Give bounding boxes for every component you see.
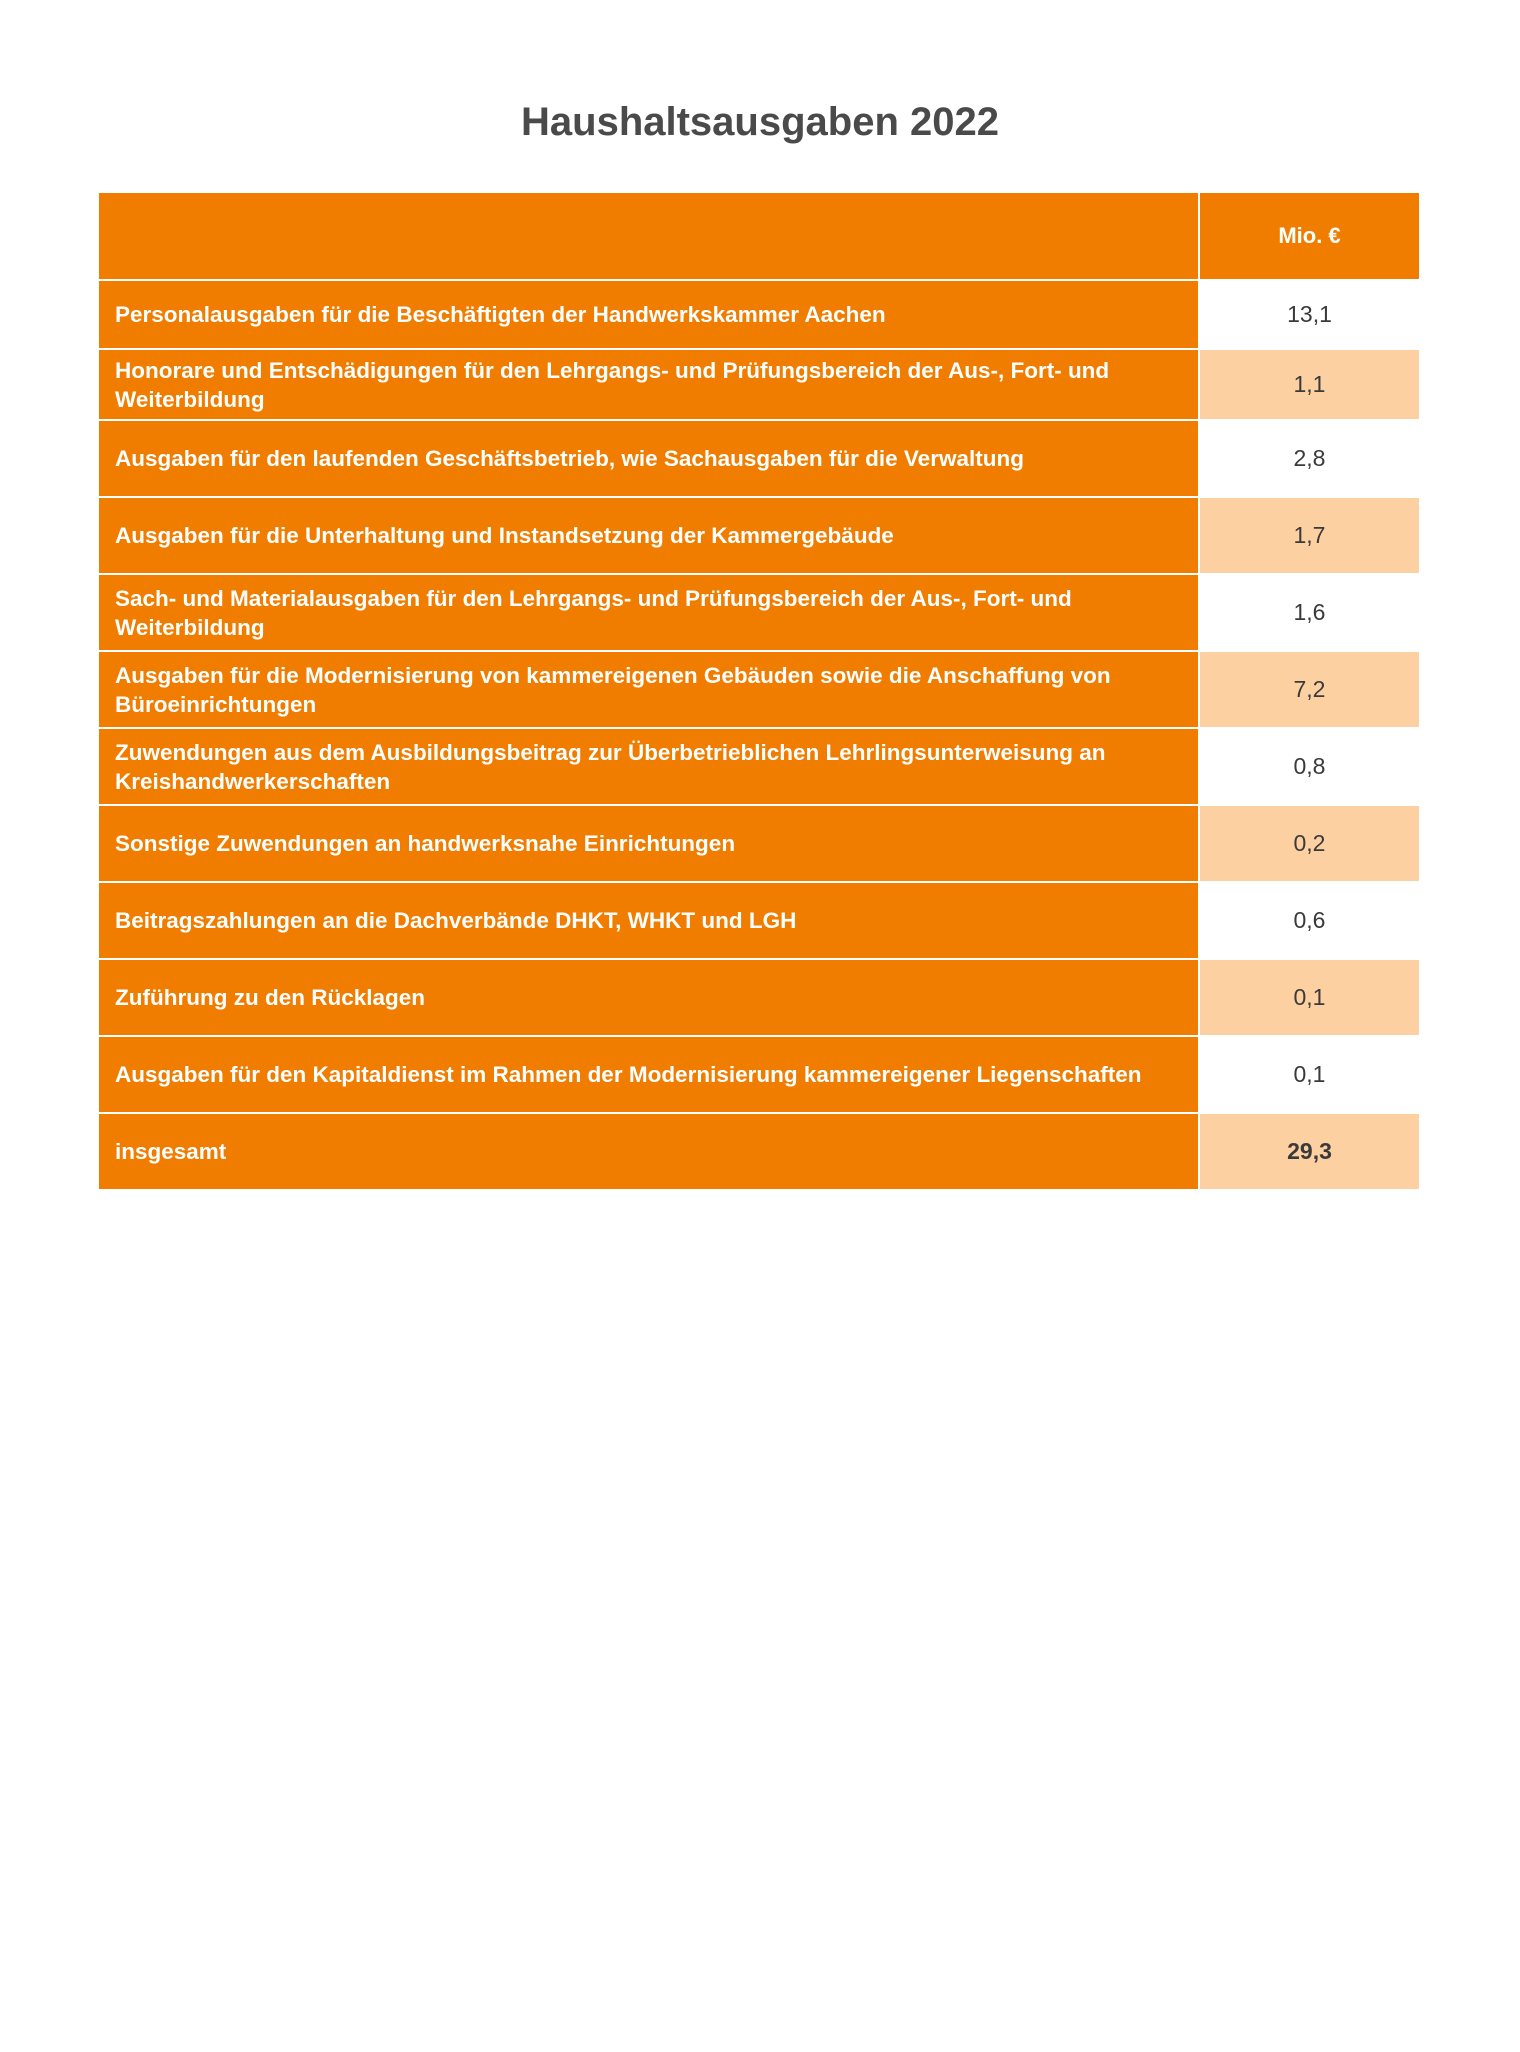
row-label: Sach- und Materialausgaben für den Lehrgangs- und Prüfungsbereich der Aus-, Fort- und Weiterbildung: [99, 575, 1198, 652]
row-value: 7,2: [1200, 652, 1419, 729]
header-value-cell: Mio. €: [1200, 193, 1419, 281]
table-row: [99, 806, 1419, 883]
row-label: Ausgaben für die Unterhaltung und Instandsetzung der Kammergebäude: [99, 498, 1198, 575]
row-value: 1,7: [1200, 498, 1419, 575]
row-value: 2,8: [1200, 421, 1419, 498]
row-value: 1,6: [1200, 575, 1419, 652]
table-header-row: [99, 193, 1419, 281]
row-label: Honorare und Entschädigungen für den Lehrgangs- und Prüfungsbereich der Aus-, Fort- und Weiterbildung: [99, 350, 1198, 421]
row-label: Ausgaben für den laufenden Geschäftsbetrieb, wie Sachausgaben für die Verwaltung: [99, 421, 1198, 498]
table-row: [99, 281, 1419, 350]
row-value: 1,1: [1200, 350, 1419, 421]
header-label-cell: [99, 193, 1198, 281]
table-row: [99, 575, 1419, 652]
row-label: Sonstige Zuwendungen an handwerksnahe Einrichtungen: [99, 806, 1198, 883]
total-value: 29,3: [1200, 1114, 1419, 1191]
table-row: [99, 421, 1419, 498]
row-value: 0,8: [1200, 729, 1419, 806]
expenses-table: [99, 193, 1419, 1191]
row-label: Beitragszahlungen an die Dachverbände DHKT, WHKT und LGH: [99, 883, 1198, 960]
table-total-row: [99, 1114, 1419, 1191]
page-title: Haushaltsausgaben 2022: [521, 100, 999, 144]
table-row: [99, 883, 1419, 960]
row-label: Zuführung zu den Rücklagen: [99, 960, 1198, 1037]
row-label: Ausgaben für den Kapitaldienst im Rahmen der Modernisierung kammereigener Liegenschaften: [99, 1037, 1198, 1114]
row-value: 0,6: [1200, 883, 1419, 960]
table-row: [99, 652, 1419, 729]
row-value: 0,1: [1200, 960, 1419, 1037]
row-value: 13,1: [1200, 281, 1419, 350]
table-row: [99, 350, 1419, 421]
row-value: 0,2: [1200, 806, 1419, 883]
row-label: Personalausgaben für die Beschäftigten der Handwerkskammer Aachen: [99, 281, 1198, 350]
table-row: [99, 960, 1419, 1037]
total-label: insgesamt: [99, 1114, 1198, 1191]
table-row: [99, 1037, 1419, 1114]
row-label: Zuwendungen aus dem Ausbildungsbeitrag zur Überbetrieblichen Lehrlingsunterweisung an Kreishandwerkerschaften: [99, 729, 1198, 806]
row-value: 0,1: [1200, 1037, 1419, 1114]
table-row: [99, 729, 1419, 806]
row-label: Ausgaben für die Modernisierung von kammereigenen Gebäuden sowie die Anschaffung von Büroeinrichtungen: [99, 652, 1198, 729]
table-row: [99, 498, 1419, 575]
